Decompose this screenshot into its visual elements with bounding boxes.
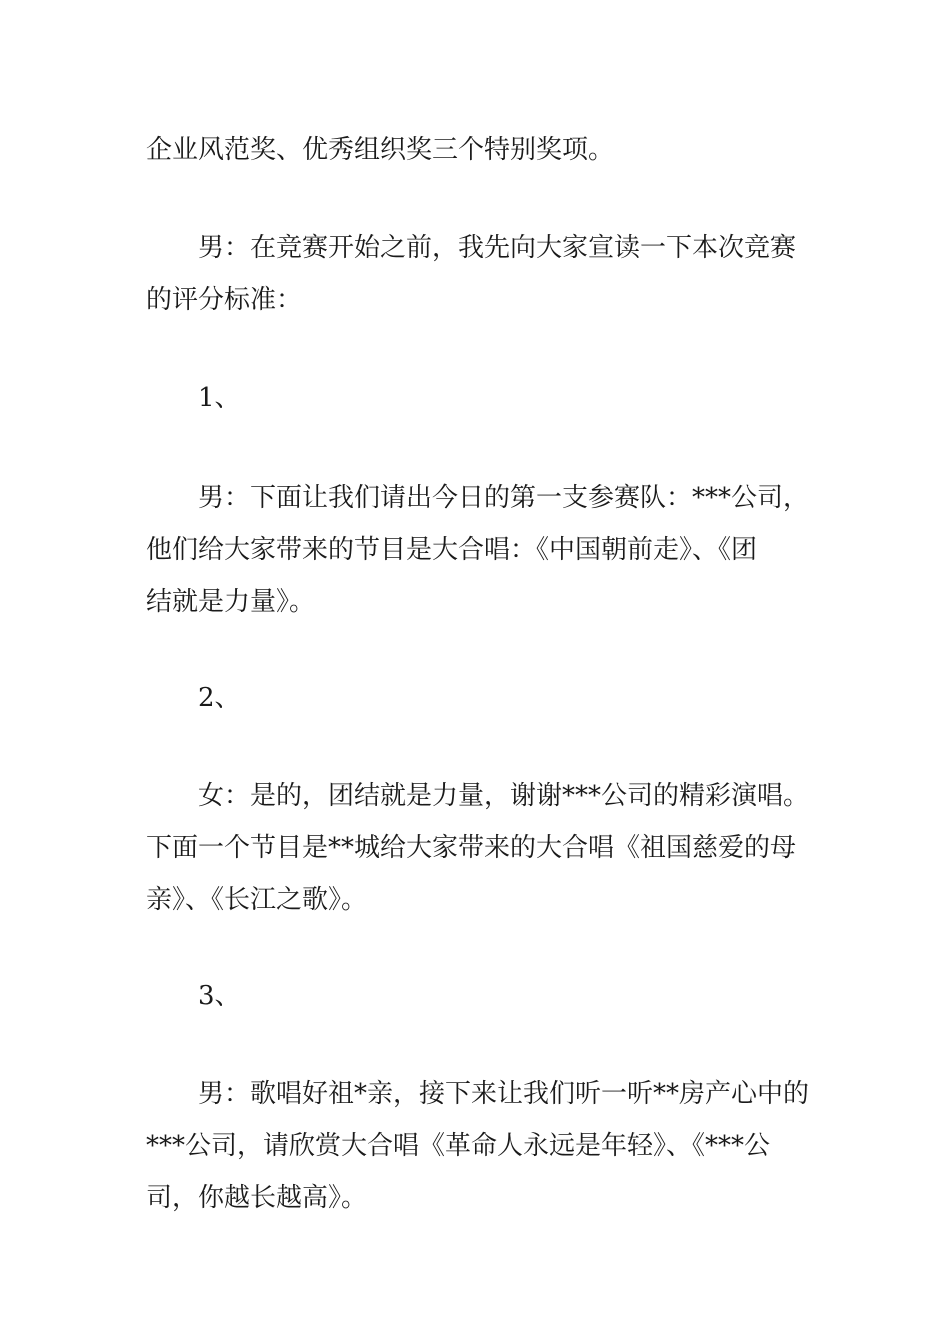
text-line: 女：是的，团结就是力量，谢谢***公司的精彩演唱。 xyxy=(198,781,810,811)
paragraph-awards xyxy=(146,124,810,176)
text-line: 3、 xyxy=(198,981,241,1011)
text-line: 企业风范奖、优秀组织奖三个特别奖项。 xyxy=(146,135,615,165)
paragraph-second-team xyxy=(146,770,810,926)
text-line: 男：下面让我们请出今日的第一支参赛队：***公司， xyxy=(198,483,810,513)
text-line: 的评分标准： xyxy=(146,285,303,315)
paragraph-first-team xyxy=(146,472,810,628)
paragraph-scoring-intro xyxy=(146,222,810,326)
text-line: 男：歌唱好祖*亲，接下来让我们听一听**房产心中的 xyxy=(198,1079,810,1109)
list-number-2 xyxy=(146,672,810,724)
text-line: 2、 xyxy=(198,683,241,713)
text-line: 下面一个节目是**城给大家带来的大合唱《祖国慈爱的母 xyxy=(146,833,797,863)
text-line: 1、 xyxy=(198,383,241,413)
list-number-3 xyxy=(146,970,810,1022)
text-line: 男：在竞赛开始之前，我先向大家宣读一下本次竞赛 xyxy=(198,233,797,263)
list-number-1 xyxy=(146,372,810,424)
text-line: 亲》、《长江之歌》。 xyxy=(146,885,368,915)
paragraph-third-team xyxy=(146,1068,810,1224)
text-line: ***公司，请欣赏大合唱《革命人永远是年轻》、《***公 xyxy=(146,1131,771,1161)
text-line: 他们给大家带来的节目是大合唱：《中国朝前走》、《团 xyxy=(146,535,758,565)
text-line: 司，你越长越高》。 xyxy=(146,1183,368,1213)
text-line: 结就是力量》。 xyxy=(146,587,316,617)
